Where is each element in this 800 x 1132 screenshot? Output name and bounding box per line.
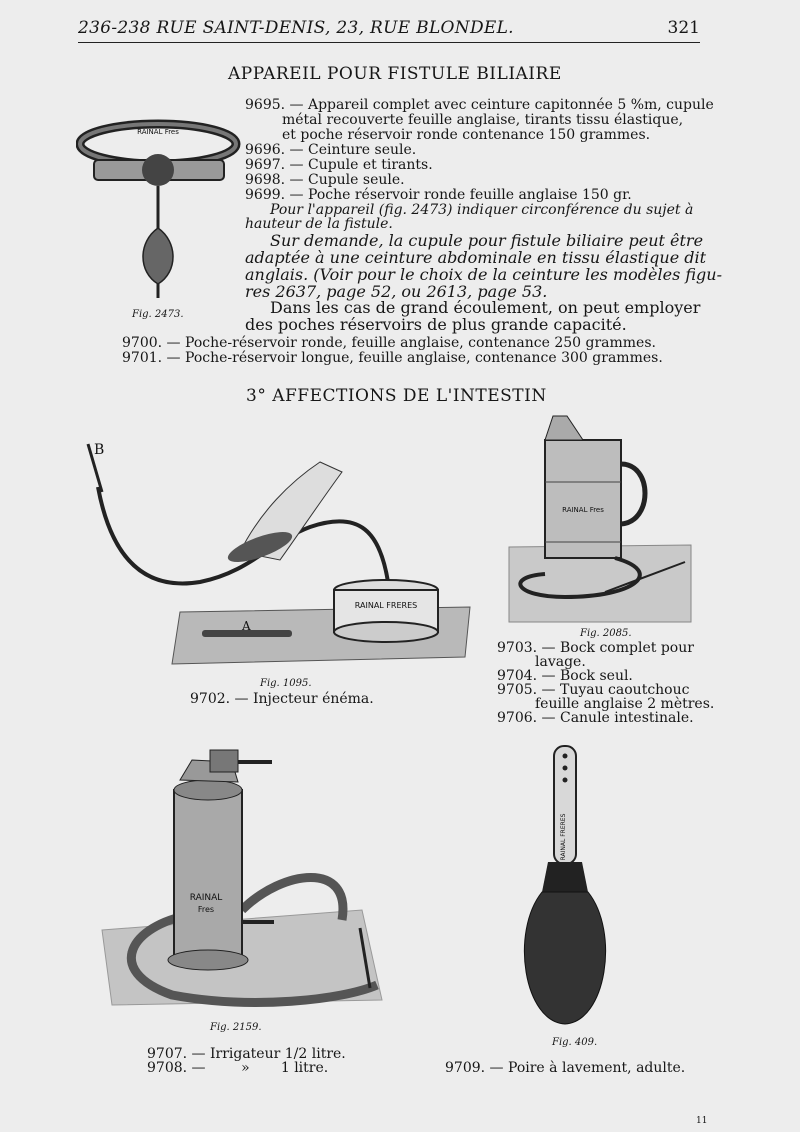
demand-line3: anglais. (Voir pour le choix de la ceinture les modèles figu- [245,265,722,284]
item-9706: 9706. — Canule intestinale. [497,710,694,726]
section-title-fistule: APPAREIL POUR FISTULE BILIAIRE [228,64,562,84]
belt-illustration [76,112,246,302]
section-title-intestin: 3° AFFECTIONS DE L'INTESTIN [246,386,547,406]
enema-bulb-illustration [520,742,620,1032]
bulb-label: RAINAL FRERES [560,813,567,861]
fig-409-caption: Fig. 409. [552,1037,598,1048]
irrigator-label-top: RAINAL [189,893,223,903]
fig-2085-caption: Fig. 2085. [580,628,632,639]
item-9695-line2: métal recouverte feuille anglaise, tirants tissu élastique, [282,112,684,128]
note-line2: hauteur de la fistule. [245,216,393,232]
header-address: 236-238 RUE SAINT-DENIS, 23, RUE BLONDEL. [78,18,514,38]
page-number: 321 [667,18,700,38]
item-9701: 9701. — Poche-réservoir longue, feuille anglaise, contenance 300 grammes. [122,350,663,366]
demand-line4: res 2637, page 52, ou 2613, page 53. [245,282,548,301]
item-9700: 9700. — Poche-réservoir ronde, feuille anglaise, contenance 250 grammes. [122,335,656,351]
fig-2473-caption: Fig. 2473. [132,309,184,320]
page-header [78,16,700,43]
bock-label: RAINAL Fres [562,506,604,514]
item-9696: 9696. — Ceinture seule. [245,142,417,158]
note-line1: Pour l'appareil (fig. 2473) indiquer circonférence du sujet à [270,202,694,218]
irrigator-illustration [92,740,392,1015]
item-9702: 9702. — Injecteur énéma. [190,691,374,707]
bowl-label: RAINAL FRERES [354,601,418,610]
label-a: A [242,619,251,633]
footer-mark: 11 [696,1116,708,1126]
demand-line1: Sur demande, la cupule pour fistule biliaire peut être [270,231,704,250]
item-9704: 9704. — Bock seul. [497,668,633,684]
flow-line1: Dans les cas de grand écoulement, on peut employer [270,298,701,317]
bock-illustration [505,412,695,627]
fig-1095-caption: Fig. 1095. [260,678,312,689]
item-9703-line1: 9703. — Bock complet pour [497,640,694,656]
item-9707: 9707. — Irrigateur 1/2 litre. [147,1046,346,1062]
item-9697: 9697. — Cupule et tirants. [245,157,433,173]
fig-2159-caption: Fig. 2159. [210,1022,262,1033]
item-9699: 9699. — Poche réservoir ronde feuille anglaise 150 gr. [245,187,632,203]
irrigator-label-bottom: Fres [197,905,215,914]
item-9708: 9708. — » 1 litre. [147,1060,329,1076]
item-9703-line2: lavage. [535,654,586,670]
item-9695-line3: et poche réservoir ronde contenance 150 grammes. [282,127,651,143]
flow-line2: des poches réservoirs de plus grande capacité. [245,315,627,334]
belt-label: RAINAL Fres [137,128,179,136]
item-9705-line1: 9705. — Tuyau caoutchouc [497,682,690,698]
item-9709: 9709. — Poire à lavement, adulte. [445,1060,686,1076]
item-9695-line1: 9695. — Appareil complet avec ceinture capitonnée 5 %m, cupule [245,97,714,113]
item-9705-line2: feuille anglaise 2 mètres. [535,696,715,712]
demand-line2: adaptée à une ceinture abdominale en tissu élastique dit [245,248,707,267]
item-9698: 9698. — Cupule seule. [245,172,405,188]
enema-injector-illustration [80,432,475,672]
label-b: B [94,442,105,458]
